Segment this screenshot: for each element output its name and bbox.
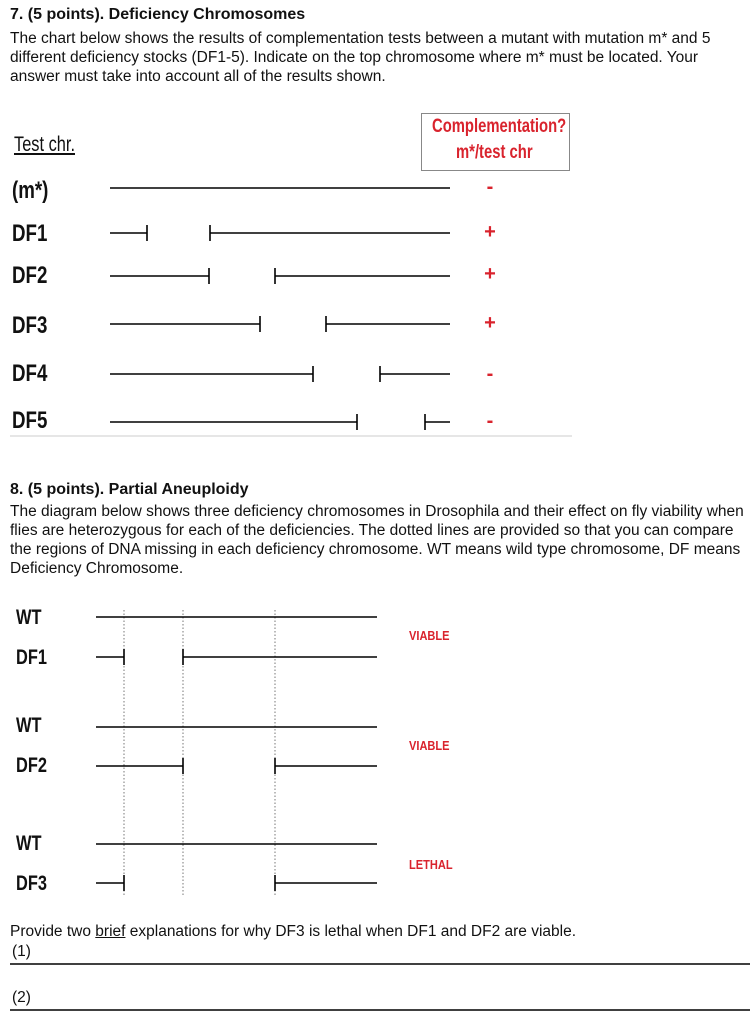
test-chr-header: Test chr. <box>14 133 75 156</box>
q8-title: 8. (5 points). Partial Aneuploidy <box>10 481 249 498</box>
q7-title: 7. (5 points). Deficiency Chromosomes <box>10 6 306 23</box>
df2-status: VIABLE <box>409 738 450 753</box>
result-df3: + <box>484 312 496 334</box>
df1-test-chromosome <box>110 225 450 241</box>
row-label-df4: DF4 <box>12 360 48 387</box>
answer-label-1: (1) <box>12 943 31 960</box>
df1-deficiency-chromosome <box>96 649 377 665</box>
result-df1: + <box>484 221 496 243</box>
prompt-text-end: explanations for why DF3 is lethal when DF1 and DF2 are viable. <box>125 923 577 940</box>
comparison-dotted-lines <box>124 610 275 896</box>
row-label-df2: DF2 <box>12 262 48 289</box>
prompt-text-start: Provide two <box>10 923 96 940</box>
result-df4: - <box>486 363 494 385</box>
row-label-df3: DF3 <box>12 312 48 339</box>
result-df5: - <box>486 410 494 432</box>
wt-label-2: WT <box>16 714 42 737</box>
complementation-subheader: m*/test chr <box>456 142 533 163</box>
row-label-df5: DF5 <box>12 407 48 434</box>
result-df2: + <box>484 263 496 285</box>
row-label-df1: DF1 <box>12 220 48 247</box>
result-mstar: - <box>486 176 494 198</box>
row-label-mstar: (m*) <box>12 177 49 204</box>
df3-test-chromosome <box>110 316 450 332</box>
df4-test-chromosome <box>110 366 450 382</box>
df2-test-chromosome <box>110 268 450 284</box>
q8-prompt <box>10 922 745 941</box>
q8-text: The diagram below shows three deficiency chromosomes in Drosophila and their effect on fly viability when flies are heterozygous for each of the deficiencies. The dotted lines are provided so that you can compare the regions of DNA missing in each deficiency chromosome. WT means wild type chromosome, DF means Deficiency Chromosome. <box>10 503 744 577</box>
q7-text: The chart below shows the results of complementation tests between a mutant with mutation m* and 5 different deficiency stocks (DF1-5). Indicate on the top chromosome where m* must be located. Your answer must take into account all of the results shown. <box>10 30 711 85</box>
complementation-header: Complementation? <box>432 116 567 137</box>
wt-label-1: WT <box>16 606 42 629</box>
df3-deficiency-chromosome <box>96 875 377 891</box>
df1-status: VIABLE <box>409 628 450 643</box>
df2-label: DF2 <box>16 754 47 777</box>
wt-label-3: WT <box>16 832 42 855</box>
df1-label: DF1 <box>16 646 47 669</box>
df3-status: LETHAL <box>409 857 453 872</box>
df2-deficiency-chromosome <box>96 758 377 774</box>
prompt-emphasis: brief <box>95 923 126 940</box>
answer-label-2: (2) <box>12 989 31 1006</box>
df3-label: DF3 <box>16 872 47 895</box>
df5-test-chromosome <box>110 414 450 430</box>
